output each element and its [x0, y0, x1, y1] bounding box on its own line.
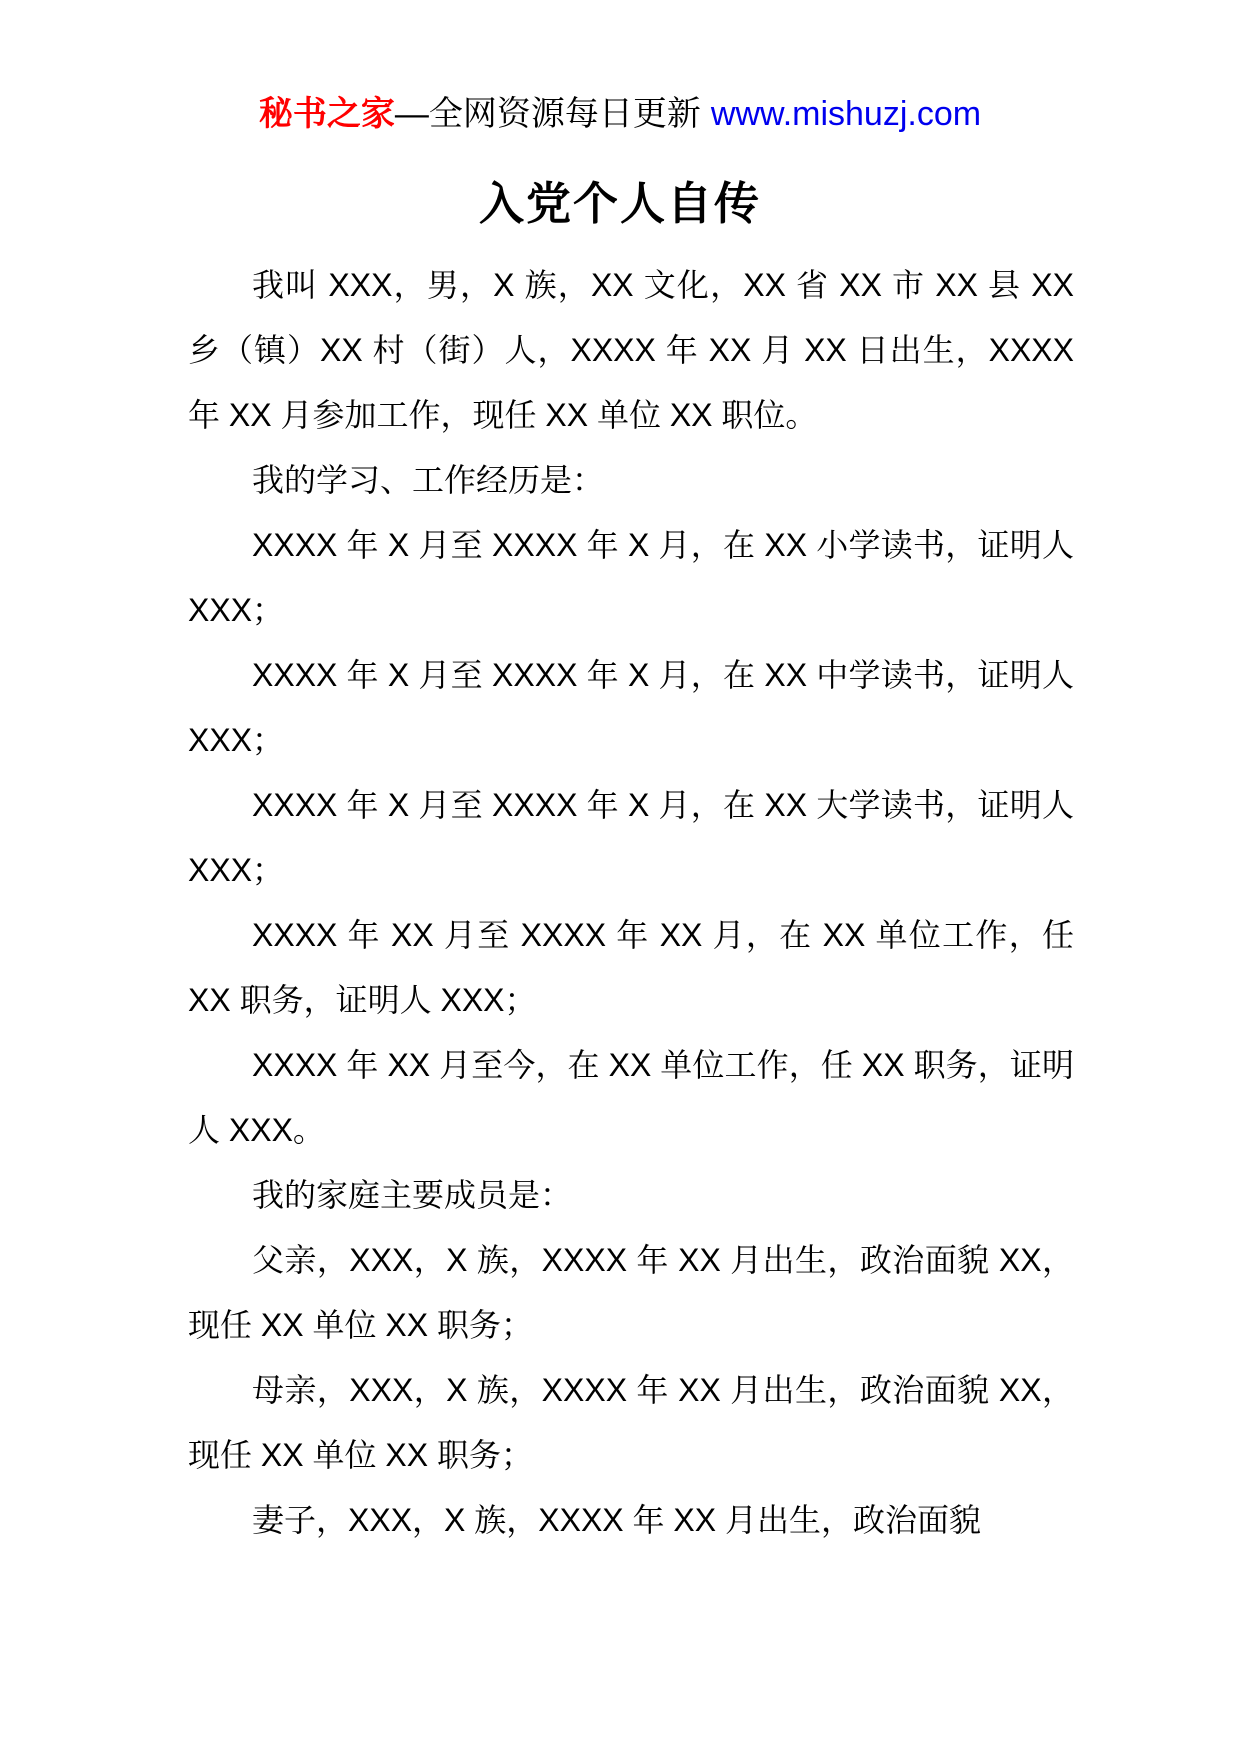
site-url-link[interactable]: www.mishuzj.com [710, 95, 982, 133]
site-tagline: —全网资源每日更新 [394, 95, 701, 133]
paragraph-mother: 母亲，XXX，X 族，XXXX 年 XX 月出生，政治面貌 XX，现任 XX 单位 XX 职务； [188, 1372, 1074, 1473]
paragraph-father: 父亲，XXX，X 族，XXXX 年 XX 月出生，政治面貌 XX，现任 XX 单位 XX 职务； [188, 1242, 1074, 1343]
paragraph-middle-school: XXXX 年 X 月至 XXXX 年 X 月，在 XX 中学读书，证明人 XXX； [188, 657, 1074, 758]
paragraph-experience-heading: 我的学习、工作经历是： [252, 462, 605, 498]
paragraph-current-work: XXXX 年 XX 月至今，在 XX 单位工作，任 XX 职务，证明人 XXX。 [188, 1047, 1074, 1148]
document-header [0, 92, 1240, 136]
paragraph-family-heading: 我的家庭主要成员是： [252, 1177, 573, 1213]
paragraph-primary-school: XXXX 年 X 月至 XXXX 年 X 月，在 XX 小学读书，证明人 XXX； [188, 527, 1074, 628]
page-title: 入党个人自传 [478, 178, 761, 230]
paragraph-university: XXXX 年 X 月至 XXXX 年 X 月，在 XX 大学读书，证明人 XXX； [188, 787, 1074, 888]
site-name: 秘书之家 [258, 95, 395, 133]
paragraph-wife: 妻子，XXX，X 族，XXXX 年 XX 月出生，政治面貌 [252, 1502, 982, 1538]
document-body [188, 253, 1074, 1553]
paragraph-work-history: XXXX 年 XX 月至 XXXX 年 XX 月，在 XX 单位工作，任 XX 职务，证明人 XXX； [188, 917, 1074, 1018]
paragraph-intro: 我叫 XXX，男，X 族，XX 文化，XX 省 XX 市 XX 县 XX 乡（镇）XX 村（街）人，XXXX 年 XX 月 XX 日出生，XXXX 年 XX 月参加工作，现任 XX 单位 XX 职位。 [188, 267, 1074, 433]
